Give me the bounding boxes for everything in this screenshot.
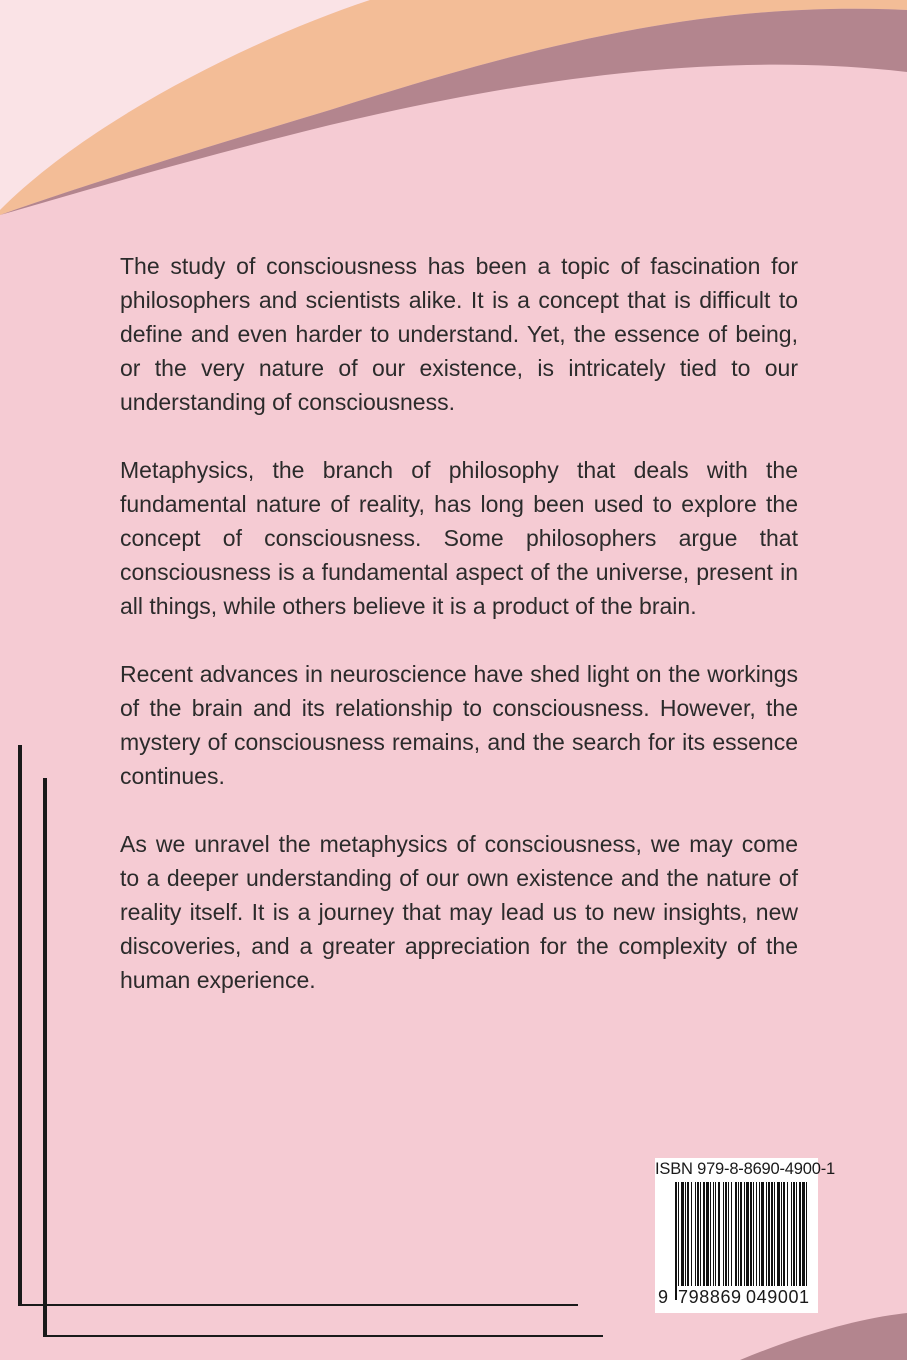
barcode-bar: [713, 1182, 714, 1286]
barcode-bar: [796, 1182, 797, 1286]
barcode-bar: [687, 1182, 689, 1286]
barcode-bar: [735, 1182, 737, 1286]
barcode-bar: [728, 1182, 729, 1286]
barcode-bar: [731, 1182, 732, 1286]
barcode-digits-right: 049001: [746, 1287, 810, 1307]
blurb-paragraph-1: The study of consciousness has been a topic of fascination for philosophers and scientists alike. It is a concept that is difficult to define and even harder to understand. Yet, the essence of being, or the very nature of our existence, is intricately tied to our understanding of consciousness.: [120, 253, 798, 415]
barcode-bar: [791, 1182, 792, 1286]
barcode-digits-left: 798869: [678, 1287, 742, 1307]
barcode-bar: [756, 1182, 757, 1286]
barcode-bar: [725, 1182, 727, 1286]
barcode-bar: [802, 1182, 805, 1300]
barcode-bar: [750, 1182, 752, 1286]
mauve-swoosh-bottom: [740, 1313, 907, 1360]
blurb-paragraph-2: Metaphysics, the branch of philosophy that deals with the fundamental nature of reality, has long been used to explore the concept of consciousness. Some philosophers argue that consciousness is a fundamental aspect of the universe, present in all things, while others believe it is a product of the brain.: [120, 457, 798, 619]
barcode-bar: [675, 1182, 677, 1300]
isbn-label: ISBN 979-8-8690-4900-1: [655, 1160, 835, 1178]
barcode-bar: [781, 1182, 782, 1286]
barcode-bar: [777, 1182, 780, 1286]
isbn-barcode-box: [655, 1158, 835, 1313]
barcode-bar: [761, 1182, 764, 1286]
barcode-bar: [740, 1182, 742, 1300]
barcode-bar: [706, 1182, 709, 1286]
barcode-bar: [700, 1182, 701, 1286]
barcode-bar: [718, 1182, 720, 1286]
barcode-bar: [678, 1182, 679, 1300]
barcode-bar: [806, 1182, 807, 1300]
barcode-bar: [783, 1182, 785, 1286]
barcode-bar: [774, 1182, 775, 1286]
barcode-bar: [695, 1182, 696, 1286]
barcode-digit-first: 9: [658, 1287, 669, 1307]
barcode-bar: [793, 1182, 795, 1286]
barcode-bar: [738, 1182, 739, 1300]
barcode-bar: [681, 1182, 684, 1286]
blurb-paragraph-4: As we unravel the metaphysics of consciousness, we may come to a deeper understanding of our own existence and the nature of reality itself. It is a journey that may lead us to new insights, new discoveries, and a greater appreciation for the complexity of the human experience.: [120, 831, 798, 993]
back-cover-blurb: [120, 249, 798, 997]
barcode-bar: [723, 1182, 724, 1286]
blurb-paragraph-3: Recent advances in neuroscience have shed light on the workings of the brain and its relationship to consciousness. However, the mystery of consciousness remains, and the search for its essence continues.: [120, 661, 798, 789]
barcode-bar: [685, 1182, 686, 1286]
barcode-bar: [787, 1182, 788, 1286]
barcode-bar: [691, 1182, 692, 1286]
barcode-bar: [703, 1182, 705, 1286]
barcode-bar: [746, 1182, 749, 1286]
barcode-bar: [697, 1182, 699, 1286]
barcode-bar: [768, 1182, 770, 1286]
barcode-bar: [710, 1182, 711, 1286]
barcode-bar: [766, 1182, 767, 1286]
barcode-bar: [759, 1182, 760, 1286]
barcode-bar: [744, 1182, 745, 1286]
barcode-bar: [771, 1182, 773, 1286]
barcode-bar: [715, 1182, 716, 1286]
barcode-bar: [799, 1182, 801, 1286]
barcode-bar: [753, 1182, 754, 1286]
